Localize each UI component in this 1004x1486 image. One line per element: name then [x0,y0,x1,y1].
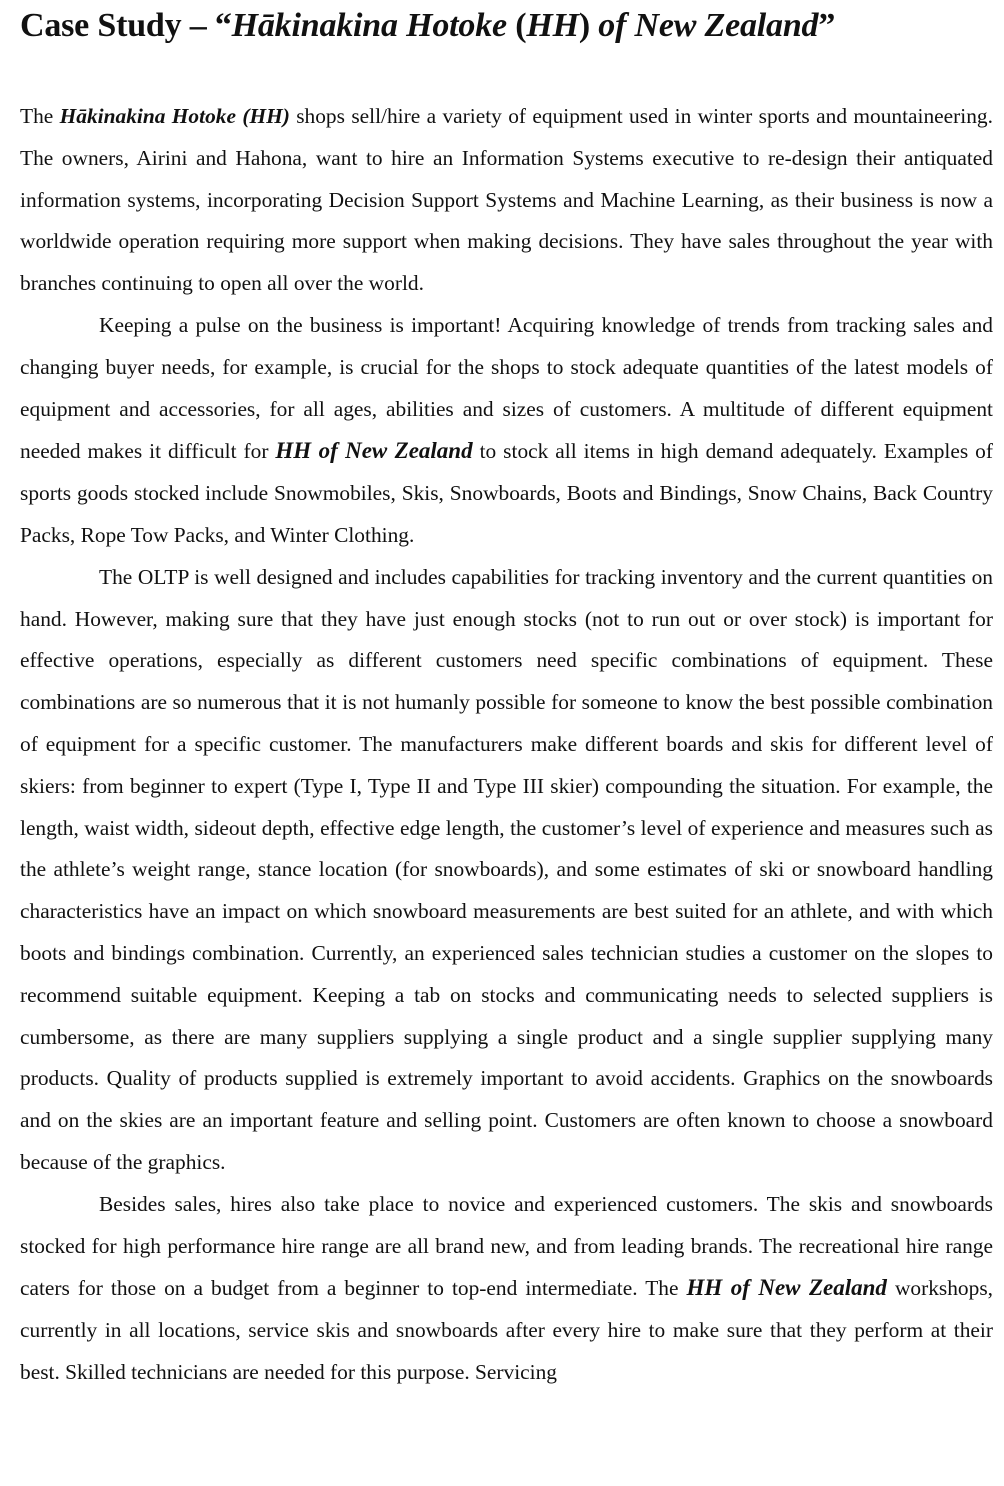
title-paren-open: ( [506,7,527,44]
title-country: of New Zealand [598,7,819,44]
title-prefix: Case Study – “ [20,7,232,44]
title-paren-close: ) [578,7,599,44]
title-suffix: ” [818,7,836,44]
title-abbreviation: HH [526,7,579,44]
title-business-name: Hākinakina Hotoke [231,7,507,44]
paragraph-text: The [20,104,60,128]
paragraph-text: Keeping a pulse on the business is important! Acquiring knowledge of trends from tracking sales and changing buyer needs, for example, is crucial for the shops to stock adequate quantities of the latest models of equipment and accessories, for all ages, abilities and sizes of customers. A multitude of different equipment needed makes it difficult for [20,312,993,464]
paragraph-text: workshops, currently in all locations, service skis and snowboards after every hire to make sure that they perform at their best. Skilled technicians are needed for this purpose. Servicing [20,1276,993,1384]
paragraph-text: to stock all items in high demand adequately. Examples of sports goods stocked include Snowmobiles, Skis, Snowboards, Boots and Bindings, Snow Chains, Back Country Packs, Rope Tow Packs, and Winter Clothing. [20,439,993,547]
paragraph-text: shops sell/hire a variety of equipment used in winter sports and mountaineering. The owners, Airini and Hahona, want to hire an Information Systems executive to re-design their antiquated information systems, incorporating Decision Support Systems and Machine Learning, as their business is now a worldwide operation requiring more support when making decisions. They have sales throughout the year with branches continuing to open all over the world. [20,104,993,296]
page-title [20,0,993,48]
business-name-emphasis: Hākinakina Hotoke (HH) [59,104,290,128]
paragraph-intro [20,96,993,305]
document-page [20,0,993,1384]
case-study-body [20,96,993,1394]
paragraph-text: The OLTP is well designed and includes capabilities for tracking inventory and the current quantities on hand. However, making sure that they have just enough stocks (not to run out or over stock) is important for effective operations, especially as different customers need specific combinations of equipment. These combinations are so numerous that it is not humanly possible for someone to know the best possible combination of equipment for a specific customer. The manufacturers make different boards and skis for different level of skiers: from beginner to expert (Type I, Type II and Type III skier) compounding the situation. For example, the length, waist width, sideout depth, effective edge length, the customer’s level of experience and measures such as the athlete’s weight range, stance location (for snowboards), and some estimates of ski or snowboard handling characteristics have an impact on which snowboard measurements are best suited for an athlete, and with which boots and bindings combination. Currently, an experienced sales technician studies a customer on the slopes to recommend suitable equipment. Keeping a tab on stocks and communicating needs to selected suppliers is cumbersome, as there are many suppliers supplying a single product and a single supplier supplying many products. Quality of products supplied is extremely important to avoid accidents. Graphics on the snowboards and on the skies are an important feature and selling point. Customers are often known to choose a snowboard because of the graphics. [20,564,993,1174]
paragraph-business-pulse [20,305,993,557]
paragraph-oltp [20,557,993,1184]
paragraph-hires [20,1184,993,1394]
business-name-emphasis: HH of New Zealand [686,1275,887,1301]
business-name-emphasis: HH of New Zealand [275,438,473,464]
paragraph-text: Besides sales, hires also take place to novice and experienced customers. The skis and snowboards stocked for high performance hire range are all brand new, and from leading brands. The recreational hire range caters for those on a budget from a beginner to top-end intermediate. The [20,1191,993,1301]
